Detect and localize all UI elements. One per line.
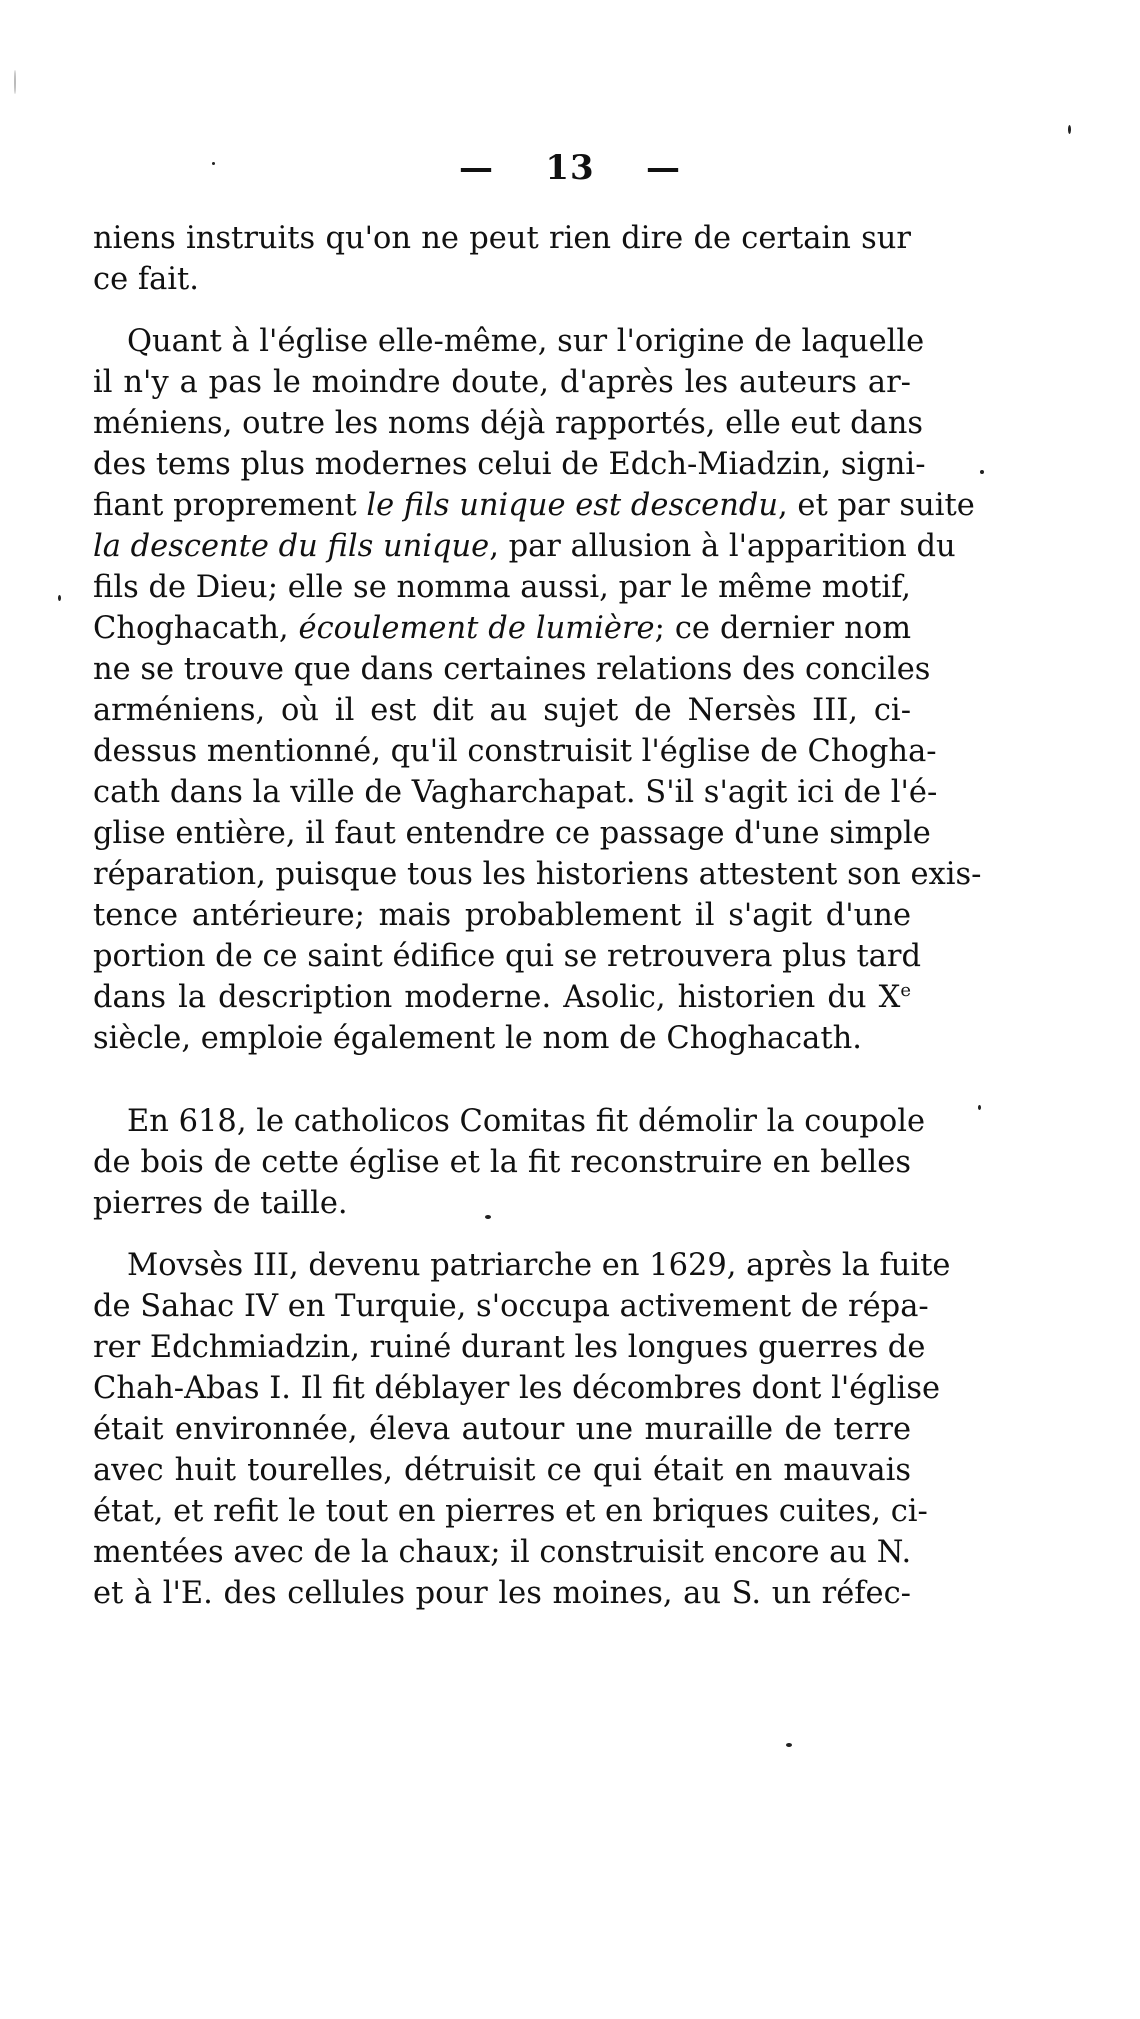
paper-speck [978,1105,981,1110]
header-dash-right: — [646,148,682,188]
page-number: 13 [545,148,595,188]
text-line: mentées avec de la chaux; il construisit encore au N. [93,1535,912,1570]
paragraph-618 [93,1101,926,1224]
text-line: était environnée, éleva autour une muraille de terre [93,1412,911,1447]
text-line: état, et refit le tout en pierres et en briques cuites, ci- [93,1494,928,1529]
text-line: et à l'E. des cellules pour les moines, au S. un réfec- [93,1576,911,1611]
text-line: de Sahac IV en Turquie, s'occupa activement de répa- [93,1289,929,1324]
header-dash-left: — [458,148,494,188]
text-line-italic-mix: la descente du fils unique, par allusion à l'apparition du [93,529,956,564]
paragraph-church-names [93,321,982,1059]
text-line: niens instruits qu'on ne peut rien dire de certain sur [93,221,911,256]
paper-speck [212,162,215,165]
text-line: Quant à l'église elle-même, sur l'origine de laquelle [127,324,925,359]
text-line: de bois de cette église et la fit reconstruire en belles [93,1145,911,1180]
paragraph-movses [93,1245,951,1614]
paper-speck [980,470,984,474]
text-line: siècle, emploie également le nom de Choghacath. [93,1021,862,1056]
text-line: ce fait. [93,262,200,297]
text-line: arméniens, où il est dit au sujet de Nersès III, ci- [93,693,911,728]
text-line: cath dans la ville de Vagharchapat. S'il s'agit ici de l'é- [93,775,938,810]
italic-phrase: la descente du fils unique [93,529,490,564]
text-line: Movsès III, devenu patriarche en 1629, après la fuite [127,1248,951,1283]
text-line-italic-mix: Choghacath, écoulement de lumière; ce dernier nom [93,611,912,646]
text-line-italic-mix: fiant proprement le fils unique est descendu, et par suite [93,488,975,523]
italic-phrase: écoulement de lumière [298,611,655,646]
text-line: dessus mentionné, qu'il construisit l'église de Chogha- [93,734,937,769]
text-line: glise entière, il faut entendre ce passage d'une simple [93,816,931,851]
paper-speck [14,70,16,94]
paper-speck [485,1215,491,1219]
text-line: Chah-Abas I. Il fit déblayer les décombres dont l'église [93,1371,941,1406]
text-line: tence antérieure; mais probablement il s'agit d'une [93,898,911,933]
paragraph-continuation [93,218,911,300]
text-line: avec huit tourelles, détruisit ce qui était en mauvais [93,1453,911,1488]
text-line: des tems plus modernes celui de Edch-Miadzin, signi- [93,447,926,482]
italic-phrase: le fils unique est descendu [366,488,779,523]
text-line: il n'y a pas le moindre doute, d'après les auteurs ar- [93,365,911,400]
text-line-superscript: dans la description moderne. Asolic, historien du Xe [93,979,911,1015]
text-line: pierres de taille. [93,1186,348,1221]
paper-speck [786,1743,792,1747]
text-line: En 618, le catholicos Comitas fit démolir la coupole [127,1104,926,1139]
text-line: fils de Dieu; elle se nomma aussi, par le même motif, [93,570,911,605]
paper-speck [1068,125,1071,134]
text-line: portion de ce saint édifice qui se retrouvera plus tard [93,939,921,974]
text-line: réparation, puisque tous les historiens attestent son exis- [93,857,982,892]
page-header [0,148,1140,188]
text-line: rer Edchmiadzin, ruiné durant les longues guerres de [93,1330,926,1365]
text-line: méniens, outre les noms déjà rapportés, elle eut dans [93,406,924,441]
paper-speck [58,595,61,601]
superscript: e [900,979,911,1001]
text-line: ne se trouve que dans certaines relations des conciles [93,652,931,687]
